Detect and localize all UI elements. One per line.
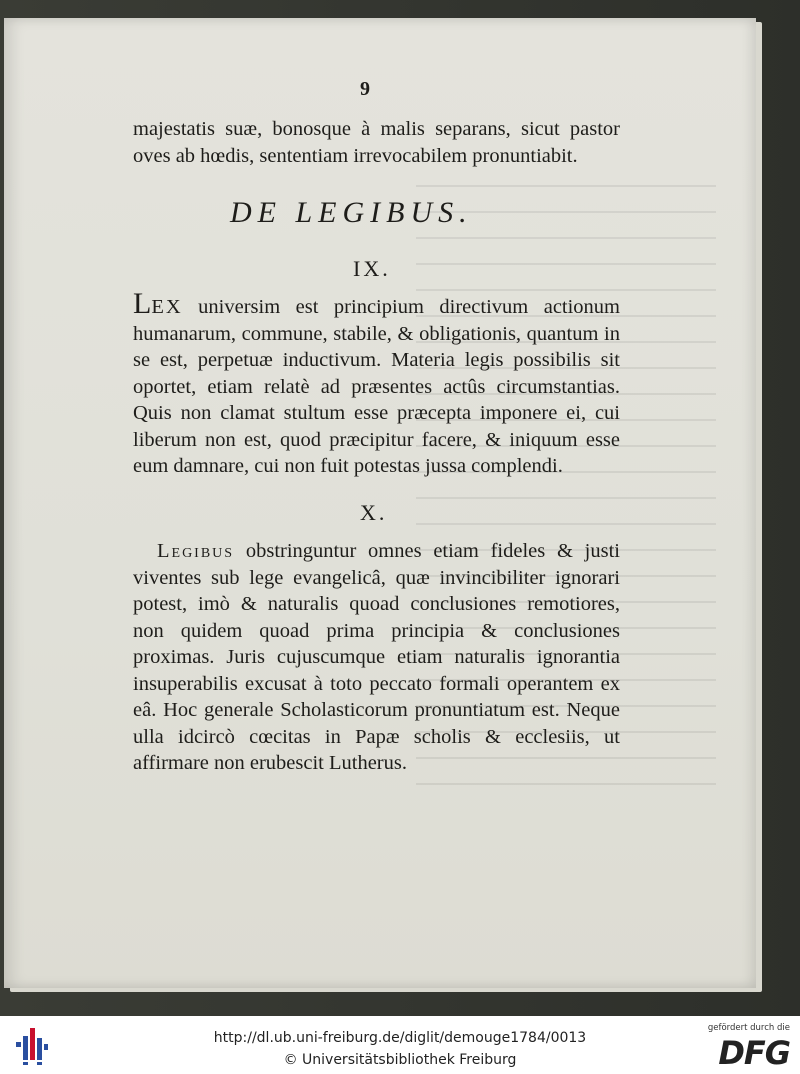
copyright-notice: © Universitätsbibliothek Freiburg (283, 1052, 517, 1068)
paragraph-continued: majestatis suæ, bonosque à malis separans, sicut pastor oves ab hœdis, sententiam irrevocabilem pronuntiabit. (133, 118, 620, 167)
page-number: 9 (360, 78, 370, 100)
paragraph-x (133, 538, 620, 777)
viewer-footer (0, 1016, 800, 1074)
dfg-logo[interactable]: DFG (718, 1034, 790, 1072)
lead-word-legibus: Legibus (157, 540, 235, 562)
paragraph-ix-text: universim est principium directivum actionum humanarum, commune, stabile, & obligationis, quantum in se est, perpetuæ inductivum. Materia legis possibilis sit oportet, etiam relatè ad præsentes actûs circumstantias. Quis non clamat stultum esse præcepta imponere ei, cui liberum non est, quod præcipitur facere, & iniquum esse eum damnare, cui non fuit potestas jussa complendi. (133, 296, 620, 477)
permalink-url[interactable]: http://dl.ub.uni-freiburg.de/diglit/demouge1784/0013 (213, 1030, 587, 1046)
section-number-x: X. (360, 500, 388, 525)
section-number-ix: IX. (353, 256, 391, 281)
chapter-heading: DE LEGIBUS. (230, 196, 473, 229)
drop-cap: L (133, 287, 152, 320)
funding-note: gefördert durch die (707, 1023, 790, 1033)
lead-word: EX (151, 296, 183, 318)
paragraph-ix (133, 287, 620, 480)
paragraph-x-text: obstringuntur omnes etiam fideles & justi viventes sub lege evangelicâ, quæ invincibiliter ignorari potest, imò & naturalis quoad conclusiones remotiores, non quidem quoad prima principia & conclusiones proximas. Juris cujuscumque etiam naturalis ignorantia insuperabilis excusat à toto peccato formali operantem ex eâ. Hoc generale Scholasticorum pronuntiatum est. Neque ulla idcircò cœcitas in Papæ scholis & ecclesiis, ut affirmare non erubescit Lutherus. (133, 540, 620, 774)
